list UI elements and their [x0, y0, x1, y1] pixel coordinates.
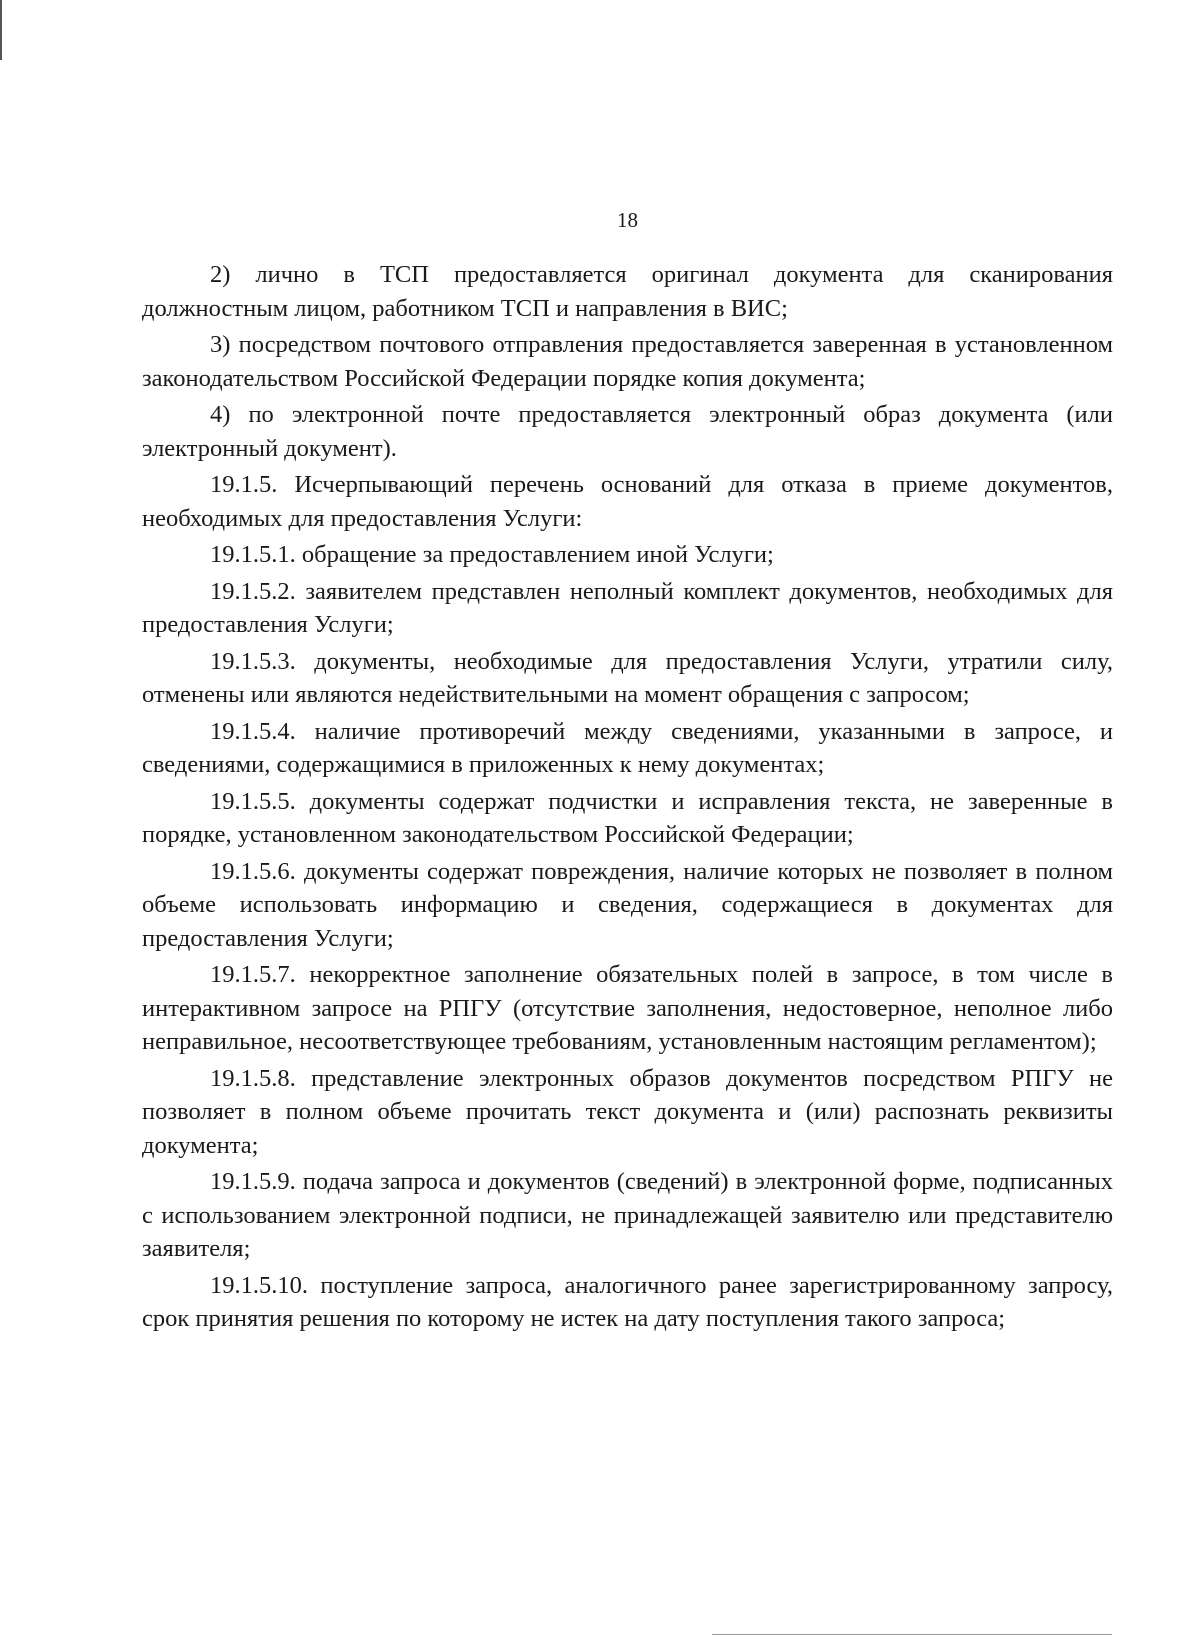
footer-rule: [712, 1634, 1112, 1635]
section-19-1-5-1: 19.1.5.1. обращение за предоставлением иной Услуги;: [210, 541, 774, 568]
section-19-1-5-2: 19.1.5.2. заявителем представлен неполный комплект документов, необходимых для предоставления Услуги;: [142, 577, 1113, 638]
section-19-1-5: 19.1.5. Исчерпывающий перечень оснований для отказа в приеме документов, необходимых для предоставления Услуги:: [142, 471, 1113, 532]
document-body: [142, 258, 1113, 1339]
section-19-1-5-5: 19.1.5.5. документы содержат подчистки и исправления текста, не заверенные в порядке, установленном законодательством Российской Федерации;: [142, 787, 1113, 848]
section-19-1-5-10: 19.1.5.10. поступление запроса, аналогичного ранее зарегистрированному запросу, срок принятия решения по которому не истек на дату поступления такого запроса;: [142, 1271, 1113, 1332]
page-number: 18: [617, 208, 638, 232]
section-19-1-5-4: 19.1.5.4. наличие противоречий между сведениями, указанными в запросе, и сведениями, содержащимися в приложенных к нему документах;: [142, 717, 1113, 778]
list-item-2: 2) лично в ТСП предоставляется оригинал документа для сканирования должностным лицом, работником ТСП и направления в ВИС;: [142, 261, 1113, 322]
section-19-1-5-6: 19.1.5.6. документы содержат повреждения, наличие которых не позволяет в полном объеме использовать информацию и сведения, содержащиеся в документах для предоставления Услуги;: [142, 857, 1113, 952]
section-19-1-5-8: 19.1.5.8. представление электронных образов документов посредством РПГУ не позволяет в полном объеме прочитать текст документа и (или) распознать реквизиты документа;: [142, 1064, 1113, 1159]
section-19-1-5-7: 19.1.5.7. некорректное заполнение обязательных полей в запросе, в том числе в интерактивном запросе на РПГУ (отсутствие заполнения, недостоверное, неполное либо неправильное, несоответствующее требованиям, установленным настоящим регламентом);: [142, 961, 1113, 1055]
section-19-1-5-9: 19.1.5.9. подача запроса и документов (сведений) в электронной форме, подписанных с использованием электронной подписи, не принадлежащей заявителю или представителю заявителя;: [142, 1168, 1113, 1262]
section-19-1-5-3: 19.1.5.3. документы, необходимые для предоставления Услуги, утратили силу, отменены или являются недействительными на момент обращения с запросом;: [142, 647, 1113, 708]
scan-edge-mark: [0, 0, 2, 60]
list-item-3: 3) посредством почтового отправления предоставляется заверенная в установленном законодательством Российской Федерации порядке копия документа;: [142, 331, 1113, 392]
list-item-4: 4) по электронной почте предоставляется электронный образ документа (или электронный документ).: [142, 401, 1113, 462]
